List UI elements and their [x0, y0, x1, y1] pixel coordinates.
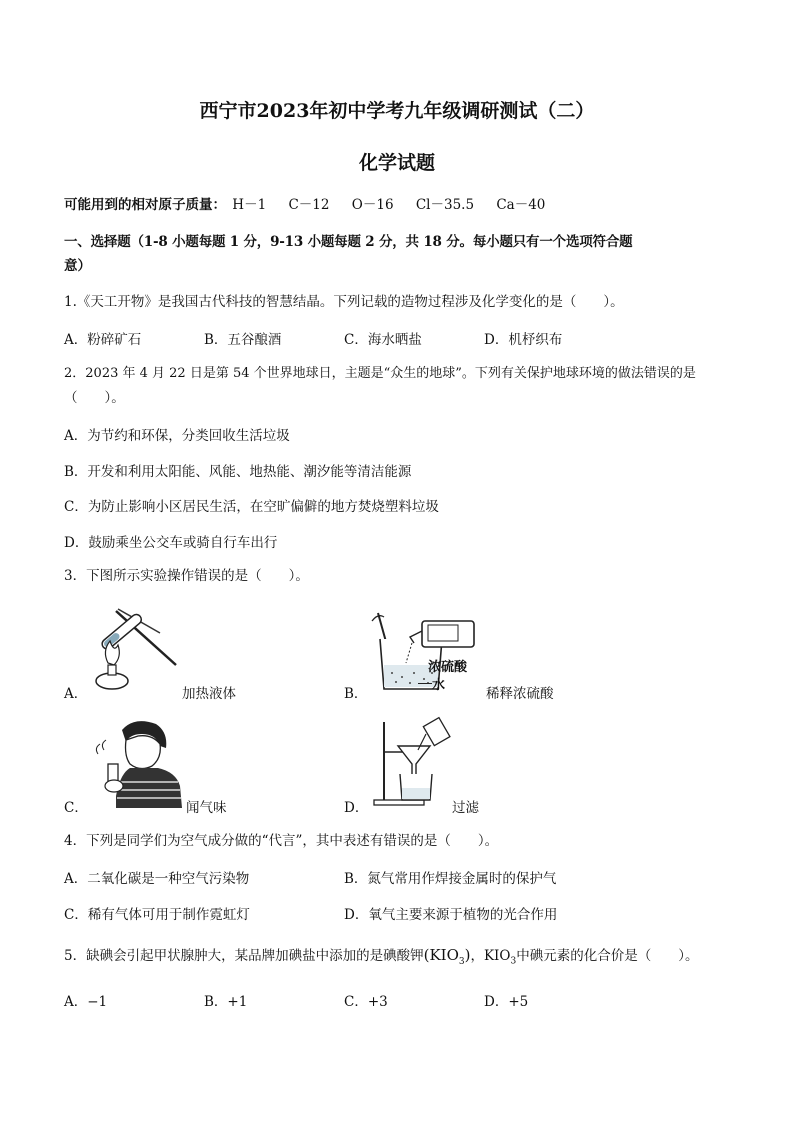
- q4-option-c: C．稀有气体可用于制作霓虹灯: [64, 907, 250, 923]
- section-heading: 一、选择题（1-8 小题每题 1 分，9-13 小题每题 2 分，共 18 分。每小题只有一个选项符合题: [64, 234, 633, 250]
- q2-option-c: C．为防止影响小区居民生活，在空旷偏僻的地方焚烧塑料垃圾: [64, 499, 439, 515]
- q4-option-a: A．二氧化碳是一种空气污染物: [64, 871, 250, 887]
- q4-option-b: B．氮气常用作焊接金属时的保护气: [344, 871, 557, 887]
- q1-option-c: C．海水晒盐: [344, 332, 422, 348]
- water-label: 水: [432, 678, 446, 693]
- q5-option-c: C．+3: [344, 994, 388, 1010]
- question-4-stem: 4．下列是同学们为空气成分做的“代言”，其中表述有错误的是（ ）。: [64, 833, 499, 849]
- q5-stem-part-a: 5．缺碘会引起甲状腺肿大，某品牌加碘盐中添加的是碘酸钾: [64, 948, 424, 964]
- q1-option-b: B．五谷酿酒: [204, 332, 282, 348]
- q5-stem-part-c: 中碘元素的化合价是（ ）。: [516, 948, 699, 964]
- exam-subtitle: 化学试题: [358, 152, 435, 174]
- q5-option-a: A．−1: [64, 994, 108, 1010]
- q3-option-a-caption: 加热液体: [182, 686, 236, 702]
- atomic-mass-item: H－1: [232, 197, 267, 213]
- water-pointer: [418, 683, 432, 684]
- q5-stem-part-b: ，KIO: [470, 948, 511, 964]
- atomic-mass-line: [64, 195, 545, 215]
- q3-option-c-caption: 闻气味: [186, 800, 227, 816]
- atomic-mass-item: Cl－35.5: [415, 197, 475, 213]
- q2-option-d: D．鼓励乘坐公交车或骑自行车出行: [64, 535, 278, 551]
- heating-liquid-figure: [88, 603, 188, 693]
- q3-option-c-letter: C．: [64, 800, 88, 816]
- q2-option-a: A．为节约和环保，分类回收生活垃圾: [64, 428, 290, 444]
- q3-option-b-letter: B．: [344, 686, 368, 702]
- q3-option-d-caption: 过滤: [452, 800, 479, 816]
- filtration-figure: [372, 716, 452, 808]
- smelling-figure: [90, 716, 184, 808]
- question-2-stem-cont: （ ）。: [64, 390, 125, 406]
- q5-formula: [423, 946, 471, 967]
- q1-option-a: A．粉碎矿石: [64, 332, 142, 348]
- q1-option-d: D．机杼织布: [484, 332, 563, 348]
- atomic-mass-item: O－16: [351, 197, 394, 213]
- q5-option-d: D．+5: [484, 994, 529, 1010]
- q5-option-b: B．+1: [204, 994, 248, 1010]
- q5-formula-sub: 3: [458, 957, 465, 967]
- question-3-stem: 3．下图所示实验操作错误的是（ ）。: [64, 568, 309, 584]
- q3-option-b-caption: 稀释浓硫酸: [486, 686, 554, 702]
- section-heading-cont: 意）: [64, 258, 91, 274]
- question-5-stem: [64, 945, 698, 972]
- q2-option-b: B．开发和利用太阳能、风能、地热能、潮汐能等清洁能源: [64, 464, 412, 480]
- q5-stem-sub: 3: [510, 956, 517, 967]
- q3-option-d-letter: D．: [344, 800, 369, 816]
- acid-label: 浓硫酸: [428, 660, 468, 675]
- q4-option-d: D．氧气主要来源于植物的光合作用: [344, 907, 558, 923]
- q5-formula-text: (KIO: [423, 946, 459, 964]
- atomic-mass-item: C－12: [288, 197, 330, 213]
- atomic-mass-label: 可能用到的相对原子质量：: [64, 197, 226, 213]
- question-1-stem: 1.《天工开物》是我国古代科技的智慧结晶。下列记载的造物过程涉及化学变化的是（ ）。: [64, 294, 624, 310]
- atomic-mass-item: Ca－40: [496, 197, 546, 213]
- q5-formula-close: ): [464, 946, 471, 964]
- q3-option-a-letter: A．: [64, 686, 88, 702]
- question-2-stem: 2．2023 年 4 月 22 日是第 54 个世界地球日，主题是“众生的地球”。下列有关保护地球环境的做法错误的是: [64, 366, 696, 381]
- exam-title: 西宁市2023年初中学考九年级调研测试（二）: [199, 100, 595, 122]
- dilute-acid-figure: [366, 603, 486, 695]
